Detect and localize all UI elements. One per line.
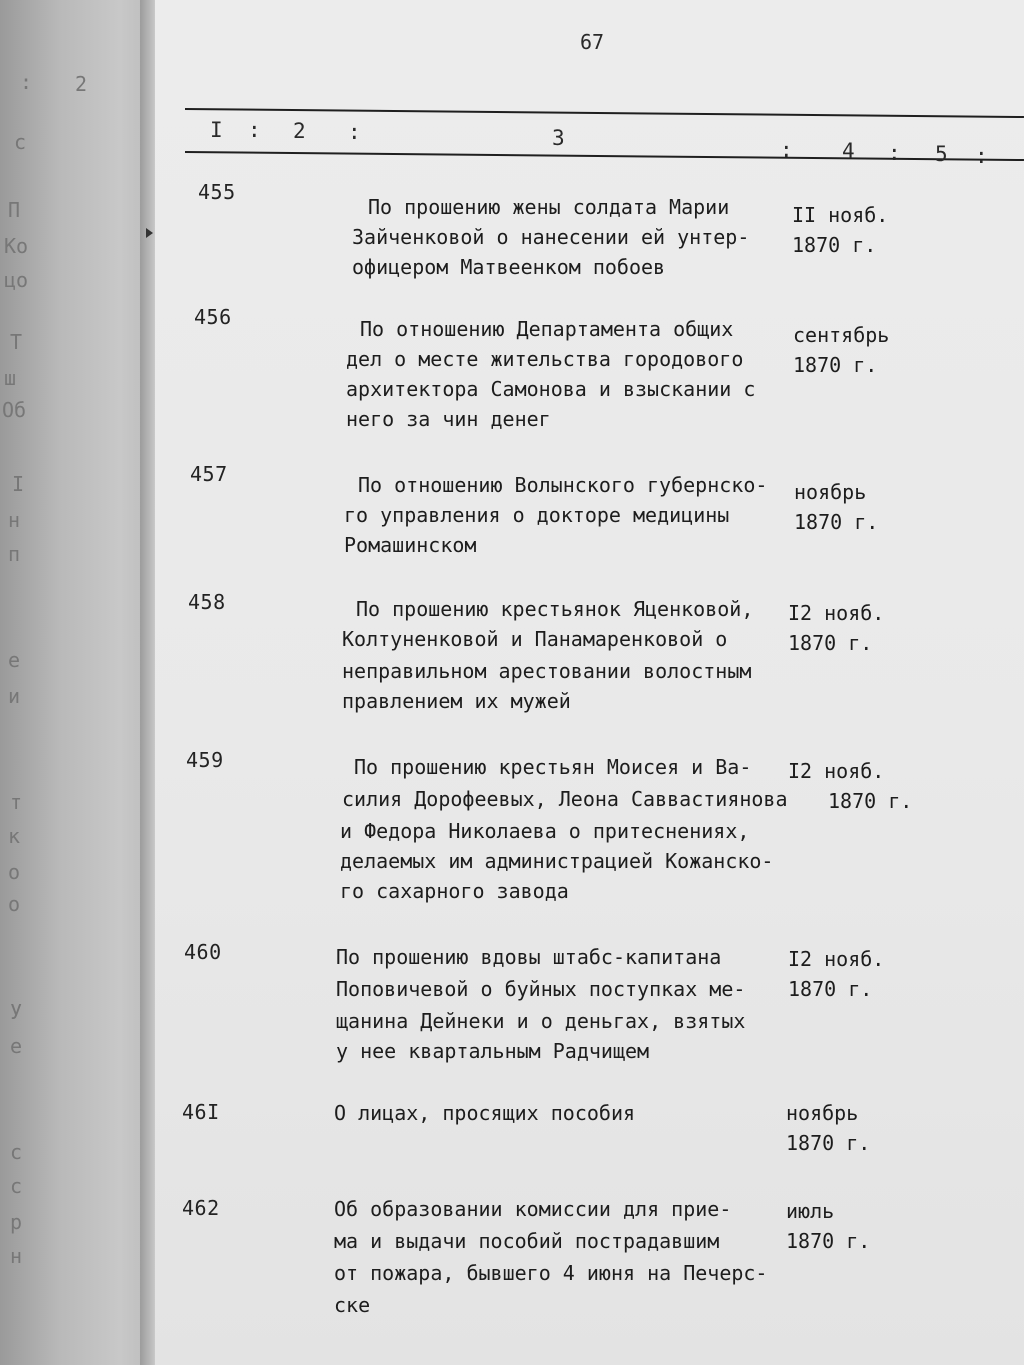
margin-mark xyxy=(146,228,153,238)
facing-page-fragment: о xyxy=(8,860,21,884)
entry-line: По отношению Волынского губернско- xyxy=(358,473,768,497)
entry-line: ма и выдачи пособий пострадавшим xyxy=(334,1229,720,1253)
entry-date: II нояб. xyxy=(792,203,889,227)
column-header-5: 5 xyxy=(935,142,948,166)
column-header-2: 2 xyxy=(293,119,306,143)
column-separator: : xyxy=(348,120,361,144)
facing-page-fragment: с xyxy=(10,1140,23,1164)
entry-line: у нее квартальным Радчищем xyxy=(336,1039,650,1063)
facing-page-fragment: с xyxy=(14,130,27,154)
column-header-3: 3 xyxy=(552,126,565,150)
entry-date: I2 нояб. xyxy=(788,759,885,783)
facing-page-fragment: I xyxy=(12,472,25,496)
facing-page-fragment: У xyxy=(10,1000,23,1024)
entry-number: 462 xyxy=(182,1196,220,1220)
column-separator: : xyxy=(975,144,988,168)
facing-page-fragment: 2 xyxy=(75,72,88,96)
facing-page-fragment: ш xyxy=(4,366,17,390)
facing-page-fragment: н xyxy=(10,1244,23,1268)
entry-line: силия Дорофеевых, Леона Саввастиянова xyxy=(342,787,788,811)
entry-line: от пожара, бывшего 4 июня на Печерс- xyxy=(334,1261,768,1285)
entry-number: 459 xyxy=(186,748,224,772)
entry-line: ске xyxy=(334,1293,371,1317)
entry-date: ноябрь xyxy=(794,480,867,504)
entry-line: правлением их мужей xyxy=(342,689,571,713)
entry-line: и Федора Николаева о притеснениях, xyxy=(340,819,750,843)
entry-line: делаемых им администрацией Кожанско- xyxy=(340,849,774,873)
facing-page-fragment: е xyxy=(8,648,21,672)
entry-line: По прошению крестьян Моисея и Ва- xyxy=(354,755,752,779)
column-separator: : xyxy=(888,141,901,165)
entry-number: 46I xyxy=(182,1100,220,1124)
entry-line: О лицах, просящих пособия xyxy=(334,1101,636,1125)
entry-line: него за чин денег xyxy=(346,407,551,431)
entry-line: По отношению Департамента общих xyxy=(360,317,734,341)
entry-line: Зайченковой о нанесении ей унтер- xyxy=(352,225,750,249)
entry-line: По прошению вдовы штабс-капитана xyxy=(336,945,722,969)
entry-line: го сахарного завода xyxy=(340,879,569,903)
facing-page-fragment: р xyxy=(10,1210,23,1234)
facing-page-fragment: к xyxy=(8,824,21,848)
facing-page xyxy=(0,0,150,1365)
column-separator: : xyxy=(248,118,261,142)
facing-page-fragment: Ко xyxy=(4,234,29,258)
entry-date: 1870 г. xyxy=(794,510,879,534)
entry-line: щанина Дейнеки и о деньгах, взятых xyxy=(336,1009,746,1033)
entry-date: 1870 г. xyxy=(788,631,873,655)
facing-page-fragment: Об xyxy=(2,398,27,422)
column-header-4: 4 xyxy=(842,139,855,163)
entry-line: дел о месте жительства городового xyxy=(346,347,744,371)
entry-line: Об образовании комиссии для прие- xyxy=(334,1197,732,1221)
entry-line: го управления о докторе медицины xyxy=(344,503,730,527)
entry-line: Колтуненковой и Панамаренковой о xyxy=(342,627,728,651)
facing-page-fragment: о xyxy=(8,892,21,916)
facing-page-fragment: и xyxy=(8,684,21,708)
facing-page-fragment: т xyxy=(10,790,23,814)
entry-number: 460 xyxy=(184,940,222,964)
entry-date: ноябрь xyxy=(786,1101,859,1125)
facing-page-fragment: н xyxy=(8,508,21,532)
facing-page-fragment: е xyxy=(10,1034,23,1058)
entry-date: сентябрь xyxy=(793,323,890,347)
entry-date: 1870 г. xyxy=(786,1131,871,1155)
entry-line: Поповичевой о буйных поступках ме- xyxy=(336,977,746,1001)
entry-date: 1870 г. xyxy=(788,977,873,1001)
facing-page-fragment: : xyxy=(20,70,33,94)
entry-number: 455 xyxy=(198,180,236,204)
entry-line: Ромашинском xyxy=(344,533,477,557)
facing-page-fragment: с xyxy=(10,1174,23,1198)
entry-date: июль xyxy=(786,1199,835,1223)
entry-number: 456 xyxy=(194,305,232,329)
entry-date: 1870 г. xyxy=(828,789,913,813)
entry-number: 457 xyxy=(190,462,228,486)
facing-page-fragment: Т xyxy=(10,330,23,354)
column-separator: : xyxy=(780,138,793,162)
entry-date: I2 нояб. xyxy=(788,947,885,971)
page-number: 67 xyxy=(580,30,605,54)
entry-date: 1870 г. xyxy=(792,233,877,257)
entry-line: По прошению жены солдата Марии xyxy=(368,195,730,219)
entry-date: I2 нояб. xyxy=(788,601,885,625)
facing-page-fragment: п xyxy=(8,542,21,566)
entry-line: По прошению крестьянок Яценковой, xyxy=(356,597,754,621)
entry-line: архитектора Самонова и взыскании с xyxy=(346,377,756,401)
entry-line: офицером Матвеенком побоев xyxy=(352,255,666,279)
entry-date: 1870 г. xyxy=(793,353,878,377)
facing-page-fragment: цо xyxy=(4,268,29,292)
entry-date: 1870 г. xyxy=(786,1229,871,1253)
facing-page-fragment: П xyxy=(8,198,21,222)
column-header-1: I xyxy=(210,118,223,142)
entry-number: 458 xyxy=(188,590,226,614)
entry-line: неправильном арестовании волостным xyxy=(342,659,752,683)
